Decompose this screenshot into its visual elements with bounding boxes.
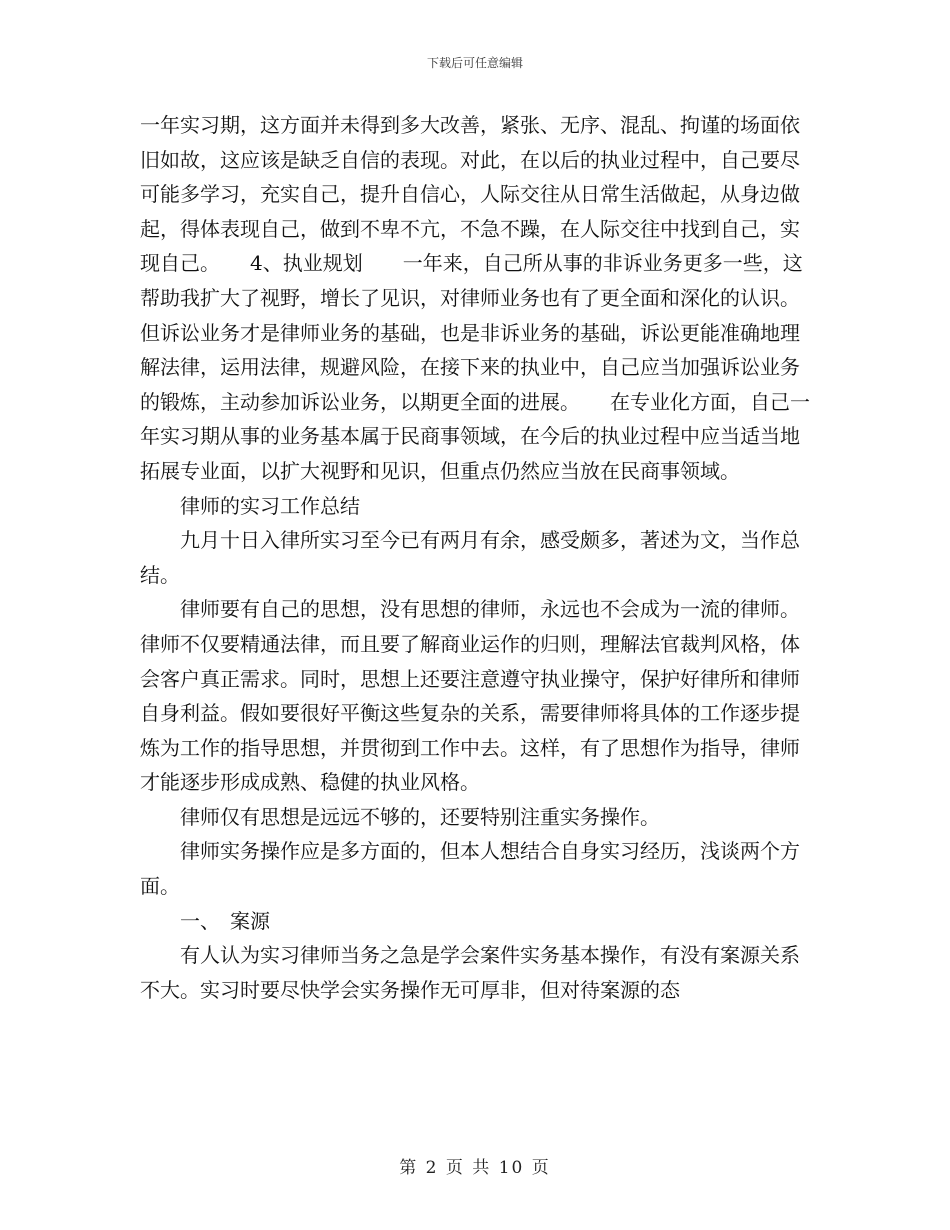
paragraph: 律师要有自己的思想，没有思想的律师，永远也不会成为一流的律师。律师不仅要精通法律，而且要了解商业运作的归则，理解法官裁判风格，体会客户真正需求。同时，思想上还要注意遵守执业操守，保护好律所和律师自身利益。假如要很好平衡这些复杂的关系，需要律师将具体的工作逐步提炼为工作的指导思想，并贯彻到工作中去。这样，有了思想作为指导，律师才能逐步形成成熟、稳健的执业风格。 (140, 597, 800, 795)
paragraph: 有人认为实习律师当务之急是学会案件实务基本操作，有没有案源关系不大。实习时要尽快学会实务操作无可厚非，但对待案源的态 (140, 943, 800, 1002)
section-title: 律师的实习工作总结 (180, 493, 360, 518)
subheading: 一、 案源 (180, 908, 270, 933)
paragraph: 九月十日入律所实习至今已有两月有余，感受颇多，著述为文，当作总结。 (140, 528, 800, 587)
paragraph-continued: 一年实习期，这方面并未得到多大改善，紧张、无序、混乱、拘谨的场面依旧如故，这应该是缺乏自信的表现。对此，在以后的执业过程中，自己要尽可能多学习，充实自己，提升自信心，人际交往从日常生活做起，从身边做起，得体表现自己，做到不卑不亢，不急不躁，在人际交往中找到自己，实现自己。 4、执业规划 一年来，自己所从事的非诉业务更多一些，这帮助我扩大了视野，增长了见识，对律师业务也有了更全面和深化的认识。但诉讼业务才是律师业务的基础，也是非诉业务的基础，诉讼更能准确地理解法律，运用法律，规避风险，在接下来的执业中，自己应当加强诉讼业务的锻炼，主动参加诉讼业务，以期更全面的进展。 在专业化方面，自己一年实习期从事的业务基本属于民商事领域，在今后的执业过程中应当适当地拓展专业面，以扩大视野和见识，但重点仍然应当放在民商事领域。 (140, 113, 810, 483)
paragraph: 律师仅有思想是远远不够的，还要特别注重实务操作。 (180, 804, 660, 829)
paragraph: 律师实务操作应是多方面的，但本人想结合自身实习经历，浅谈两个方面。 (140, 839, 800, 899)
document-body (140, 108, 812, 1007)
page-header: 下载后可任意编辑 (426, 56, 523, 70)
page-footer: 第 2 页 共 10 页 (399, 1158, 551, 1178)
